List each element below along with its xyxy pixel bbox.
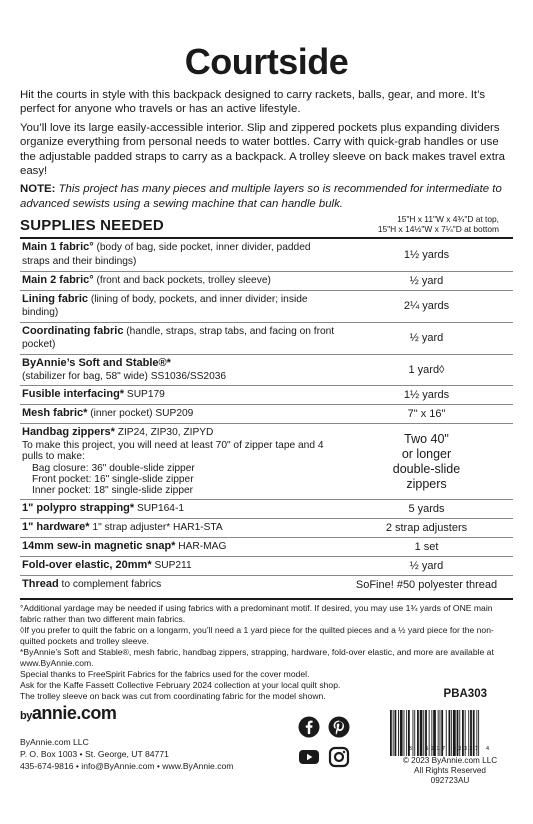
supply-row: [20, 238, 513, 271]
youtube-icon[interactable]: [298, 746, 320, 768]
supply-name: Main 1 fabric°: [22, 241, 94, 254]
copyright-text: © 2023 ByAnnie.com LLC: [402, 756, 498, 765]
footnote: ◊If you prefer to quilt the fabric on a longarm, you’ll need a 1 yard piece for the quilted pieces and a ½ yard piece for the non-quilted pockets and trolley sleeve.: [20, 624, 494, 646]
pattern-code: PBA303: [443, 688, 487, 700]
logo-name: annie: [31, 703, 77, 723]
supply-row: [20, 355, 513, 386]
rights-text: All Rights Reserved: [414, 766, 486, 775]
facebook-icon[interactable]: [298, 716, 320, 738]
zipper-spec: Front pocket: 16" single-slide zipper: [32, 474, 194, 485]
supply-amount: [340, 424, 513, 500]
zipper-spec: Bag closure: 36" double-slide zipper: [32, 462, 195, 474]
supply-amount: 2¼ yards: [340, 290, 513, 322]
postal-address: P. O. Box 1003 • St. George, UT 84771: [20, 749, 169, 759]
instagram-icon[interactable]: [328, 746, 350, 768]
supply-amount: 1 yard◊: [340, 355, 513, 386]
supply-description-detail: To make this project, you will need at least 70" of zipper tape and 4 pulls to make:: [22, 439, 324, 463]
note-text: This project has many pieces and multiple layers so is recommended for intermediate to advanced sewists using a sewing machine that can handle bulk.: [20, 183, 502, 210]
copyright-block: [385, 756, 515, 786]
supply-name: 1" polypro strapping*: [22, 502, 135, 515]
byannie-logo: [20, 703, 116, 724]
intro-paragraph-1: Hit the courts in style with this backpack designed to carry rackets, balls, gear, and more. It’s perfect for anyone who travels or has an active lifestyle.: [20, 89, 486, 116]
supply-name: Handbag zippers*: [22, 426, 115, 439]
supply-amount: 7" x 16": [340, 405, 513, 424]
intro-section: [20, 88, 513, 211]
supply-item-cell: [20, 499, 340, 518]
supply-amount: 2 strap adjusters: [340, 518, 513, 537]
pinterest-icon[interactable]: [328, 716, 350, 738]
supply-amount: 1½ yards: [340, 386, 513, 405]
supply-row: [20, 290, 513, 322]
supply-description: (stabilizer for bag, 58" wide) SS1036/SS2036: [22, 370, 227, 382]
note-paragraph: [20, 182, 513, 211]
supply-name: ByAnnie’s Soft and Stable®*: [22, 357, 171, 369]
supply-row: [20, 537, 513, 556]
supply-amount-line: Two 40": [404, 431, 449, 446]
supply-item-cell: [20, 518, 340, 537]
supply-row: [20, 499, 513, 518]
company-name: ByAnnie.com LLC: [20, 737, 89, 747]
supply-amount: 5 yards: [340, 499, 513, 518]
supply-description: to complement fabrics: [58, 579, 162, 591]
supply-item-cell: [20, 575, 340, 594]
size-line-1: 15"H x 11"W x 4¾"D at top,: [397, 214, 499, 225]
supply-row: [20, 575, 513, 594]
supply-description: 1" strap adjuster* HAR1-STA: [89, 522, 223, 534]
supply-amount-line: or longer: [401, 446, 452, 461]
contact-line: 435-674-9816 • info@ByAnnie.com • www.ByAnnie.com: [20, 761, 234, 771]
supply-item-cell: [20, 537, 340, 556]
supply-amount-line: double-slide: [392, 461, 461, 476]
finished-size: [378, 215, 499, 234]
page-title: Courtside: [184, 41, 349, 82]
supply-item-cell: [20, 290, 340, 322]
supply-row: [20, 322, 513, 354]
note-label: NOTE:: [20, 183, 56, 196]
supply-name: 14mm sew-in magnetic snap*: [22, 540, 176, 553]
logo-by: by: [20, 710, 32, 722]
supply-item-cell: [20, 556, 340, 575]
print-code: 092723AU: [430, 776, 470, 785]
footnote: Ask for the Kaffe Fassett Collective February 2024 collection at your local quilt shop.: [20, 679, 341, 690]
supply-amount: 1 set: [340, 537, 513, 556]
supply-amount: SoFine! #50 polyester thread: [340, 575, 513, 594]
supply-description: ZIP24, ZIP30, ZIPYD: [114, 427, 214, 439]
supply-name: Fusible interfacing*: [22, 388, 125, 401]
supply-row: [20, 556, 513, 575]
supply-name: Coordinating fabric: [22, 324, 124, 337]
supply-name: Main 2 fabric°: [22, 273, 94, 286]
supply-description: (inner pocket) SUP209: [87, 408, 194, 420]
supply-item-cell: [20, 424, 340, 500]
supply-item-cell: [20, 386, 340, 405]
supply-item-cell: [20, 271, 340, 290]
footnotes: [20, 598, 513, 702]
footnote: °Additional yardage may be needed if using fabrics with a predominant motif. If desired, you may use 1¾ yards of ONE main fabric rather than two different main fabrics.: [20, 602, 493, 624]
supply-name: 1" hardware*: [22, 521, 90, 534]
logo-tld: .com: [76, 703, 117, 723]
footnote: The trolley sleeve on back was cut from coordinating fabric for the model shown.: [20, 690, 326, 701]
supply-description: (front and back pockets, trolley sleeve): [93, 274, 271, 286]
supply-name: Lining fabric: [22, 292, 88, 305]
supply-description: SUP211: [151, 560, 192, 572]
supply-item-cell: [20, 355, 340, 386]
company-address: [20, 736, 233, 772]
supply-name: Fold-over elastic, 20mm*: [22, 559, 152, 572]
barcode-number: 8 15217 02327 4: [408, 746, 492, 752]
supply-row: [20, 386, 513, 405]
supply-row: [20, 424, 513, 500]
supply-item-cell: [20, 405, 340, 424]
supply-description: SUP179: [124, 389, 165, 401]
supply-item-cell: [20, 322, 340, 354]
footnote: Special thanks to FreeSpirit Fabrics for the fabrics used for the cover model.: [20, 668, 310, 679]
supplies-header: [20, 215, 513, 234]
supply-description: (lining of body, pockets, and inner divider; inside binding): [22, 293, 308, 319]
supplies-table: [20, 237, 513, 593]
supply-row: [20, 518, 513, 537]
footer: [20, 688, 513, 818]
supply-amount: ½ yard: [340, 322, 513, 354]
supply-row: [20, 405, 513, 424]
supply-description: (handle, straps, strap tabs, and facing on front pocket): [22, 325, 335, 351]
supply-amount-line: zippers: [406, 476, 447, 491]
supply-description: HAR-MAG: [175, 541, 227, 553]
supplies-heading: SUPPLIES NEEDED: [20, 217, 164, 235]
supply-amount: 1½ yards: [340, 238, 513, 271]
supply-description: (body of bag, side pocket, inner divider, padded straps and their bindings): [22, 242, 311, 268]
supply-description: SUP164-1: [134, 503, 185, 515]
supply-row: [20, 271, 513, 290]
supply-item-cell: [20, 238, 340, 271]
supply-name: Mesh fabric*: [22, 407, 88, 420]
supply-amount: ½ yard: [340, 556, 513, 575]
supply-name: Thread: [22, 578, 59, 591]
zipper-spec: Inner pocket: 18" single-slide zipper: [32, 485, 194, 497]
footnote: *ByAnnie’s Soft and Stable®, mesh fabric, handbag zippers, strapping, hardware, fold-over elastic, and more are available at www.ByAnnie.com.: [20, 646, 494, 668]
supply-amount: ½ yard: [340, 271, 513, 290]
size-line-2: 15"H x 14½"W x 7¼"D at bottom: [377, 223, 499, 234]
intro-paragraph-2: You’ll love its large easily-accessible interior. Slip and zippered pockets plus expanding dividers organize everything from personal needs to water bottles. Carry with quick-grab handles or use the adjustable padded straps to carry as a backpack. A trolley sleeve on back makes travel extra easy!: [20, 121, 505, 178]
social-icons: [298, 716, 354, 772]
